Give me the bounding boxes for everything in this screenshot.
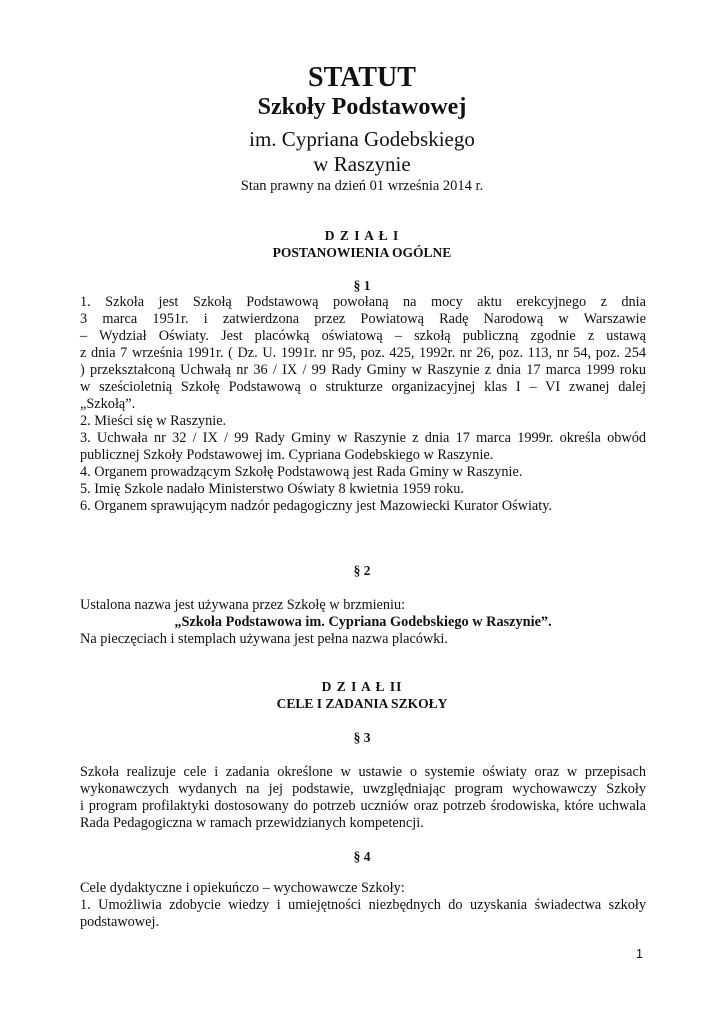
section-3-mark: § 3 xyxy=(353,730,371,745)
document-title: STATUT xyxy=(308,62,416,93)
school-official-name: „Szkoła Podstawowa im. Cypriana Godebskiego w Raszynie”. xyxy=(174,614,552,630)
section-2-stamps: Na pieczęciach i stemplach używana jest pełna nazwa placówki. xyxy=(80,631,448,647)
text-line: ) przekształconą Uchwałą nr 36 / IX / 99 Rady Gminy w Raszynie z dnia 17 marca 1999 roku xyxy=(80,362,646,378)
chapter-2-heading: D Z I A Ł II xyxy=(321,679,403,694)
text-line: 3 marca 1951r. i zatwierdzona przez Powiatową Radę Narodową w Warszawie xyxy=(80,311,646,327)
school-patron: im. Cypriana Godebskiego xyxy=(249,127,475,151)
school-location: w Raszynie xyxy=(313,152,411,176)
list-item: 2. Mieści się w Raszynie. xyxy=(80,413,227,429)
text-line: Cele dydaktyczne i opiekuńczo – wychowawcze Szkoły: xyxy=(80,880,405,896)
page-number: 1 xyxy=(636,947,643,961)
text-line: w sześcioletnią Szkołę Podstawową o strukturze organizacyjnej klas I – VI zwanej dalej xyxy=(80,379,646,395)
list-item: 6. Organem sprawującym nadzór pedagogiczny jest Mazowiecki Kurator Oświaty. xyxy=(80,498,553,514)
document-subtitle: Szkoły Podstawowej xyxy=(257,94,467,120)
chapter-1-title: POSTANOWIENIA OGÓLNE xyxy=(272,245,452,260)
list-item: 4. Organem prowadzącym Szkołę Podstawową jest Rada Gminy w Raszynie. xyxy=(80,464,523,480)
text-line: publicznej Szkoły Podstawowej im. Cypriana Godebskiego w Raszynie. xyxy=(80,447,494,463)
section-2-intro: Ustalona nazwa jest używana przez Szkołę w brzmieniu: xyxy=(80,597,406,613)
chapter-1-heading: D Z I A Ł I xyxy=(324,228,400,243)
list-item: 1. Umożliwia zdobycie wiedzy i umiejętności niezbędnych do uzyskania świadectwa szkoły xyxy=(80,897,646,913)
list-item: 3. Uchwała nr 32 / IX / 99 Rady Gminy w Raszynie z dnia 17 marca 1999r. określa obwód xyxy=(80,430,646,446)
section-1-mark: § 1 xyxy=(353,278,371,293)
text-line: podstawowej. xyxy=(80,914,160,930)
list-item: 5. Imię Szkole nadało Ministerstwo Oświaty 8 kwietnia 1959 roku. xyxy=(80,481,464,497)
text-line: i program profilaktyki dostosowany do potrzeb uczniów oraz potrzeb środowiska, które uchwala xyxy=(80,798,646,814)
text-line: z dnia 7 września 1991r. ( Dz. U. 1991r. nr 95, poz. 425, 1992r. nr 26, poz. 113, nr 54, poz. 254 xyxy=(80,345,646,361)
text-line: wykonawczych wydanych na jej podstawie, uwzględniając program wychowawczy Szkoły xyxy=(80,781,646,797)
text-line: Szkoła realizuje cele i zadania określone w ustawie o systemie oświaty oraz w przepisach xyxy=(80,764,646,780)
text-line: Rada Pedagogiczna w ramach przewidzianych kompetencji. xyxy=(80,815,424,831)
text-line: – Wydział Oświaty. Jest placówką oświatową – szkołą publiczną zgodnie z ustawą xyxy=(80,328,646,344)
section-4-mark: § 4 xyxy=(353,849,371,864)
text-line: 1. Szkoła jest Szkołą Podstawową powołaną na mocy aktu erekcyjnego z dnia xyxy=(80,294,646,310)
text-line: „Szkołą”. xyxy=(80,396,136,412)
legal-state-date: Stan prawny na dzień 01 września 2014 r. xyxy=(240,178,484,194)
chapter-2-title: CELE I ZADANIA SZKOŁY xyxy=(276,696,448,711)
section-2-mark: § 2 xyxy=(353,563,371,578)
